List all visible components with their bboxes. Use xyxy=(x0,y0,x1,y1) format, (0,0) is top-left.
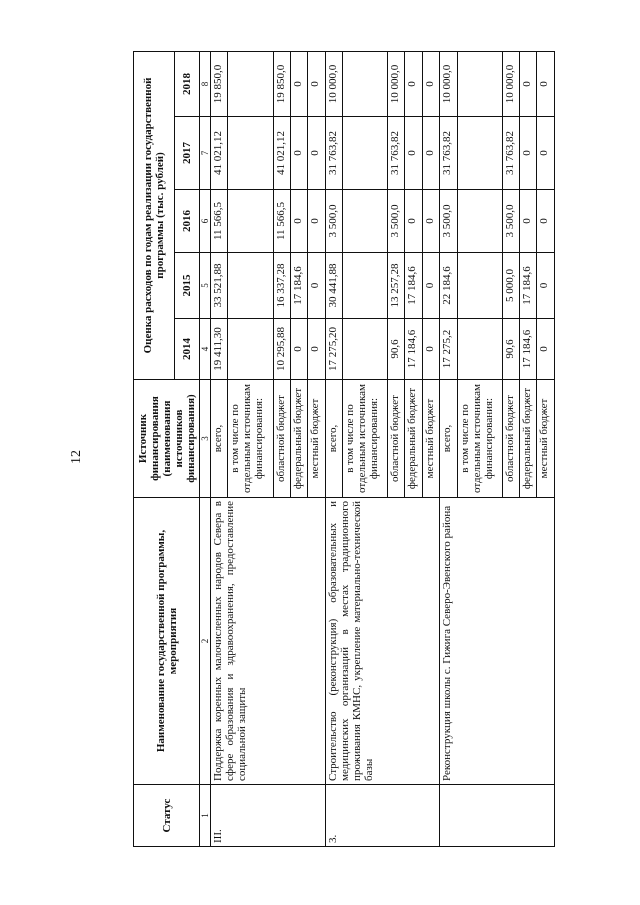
row-status: III. xyxy=(211,785,326,847)
row-value: 33 521,88 xyxy=(211,253,228,319)
row-value: 0 xyxy=(290,319,307,380)
row-value: 31 763,82 xyxy=(502,117,519,190)
row-value: 11 566,5 xyxy=(211,190,228,253)
row-value xyxy=(457,117,502,190)
row-value: 11 566,5 xyxy=(273,190,290,253)
row-value: 10 000,0 xyxy=(325,51,342,116)
header-estimate: Оценка расходов по годам реализации государственной программы (тыс. рублей) xyxy=(134,51,175,379)
row-value: 90,6 xyxy=(388,319,405,380)
row-value: 10 000,0 xyxy=(502,51,519,116)
row-value: 0 xyxy=(422,319,439,380)
row-value: 0 xyxy=(537,190,555,253)
row-value: 3 500,0 xyxy=(440,190,457,253)
row-value xyxy=(457,319,502,380)
row-value xyxy=(228,51,273,116)
row-source: всего, xyxy=(440,380,457,498)
row-value: 19 850,0 xyxy=(211,51,228,116)
row-source: федеральный бюджет xyxy=(290,380,307,498)
row-name: Строительство (реконструкция) образовательных и медицинских организаций в местах традиционного проживания КМНС, укрепление материально-технической базы xyxy=(325,498,440,785)
row-value: 0 xyxy=(308,51,325,116)
column-number: 5 xyxy=(200,253,211,319)
column-number: 8 xyxy=(200,51,211,116)
table-row xyxy=(211,51,228,846)
row-value: 41 021,12 xyxy=(211,117,228,190)
row-value: 0 xyxy=(308,117,325,190)
row-value: 17 184,6 xyxy=(405,319,422,380)
column-number: 4 xyxy=(200,319,211,380)
row-value xyxy=(342,51,387,116)
row-value: 10 000,0 xyxy=(440,51,457,116)
row-value xyxy=(228,319,273,380)
row-source: местный бюджет xyxy=(308,380,325,498)
row-value: 10 295,88 xyxy=(273,319,290,380)
row-value: 10 000,0 xyxy=(388,51,405,116)
row-value xyxy=(342,319,387,380)
header-name: Наименование государственной программы, мероприятия xyxy=(134,498,200,785)
row-value xyxy=(228,190,273,253)
rotated-table-container xyxy=(133,52,555,847)
table-frame xyxy=(133,52,555,847)
header-year: 2018 xyxy=(175,51,200,116)
row-value xyxy=(228,117,273,190)
column-number: 3 xyxy=(200,380,211,498)
row-value: 0 xyxy=(290,190,307,253)
row-value: 0 xyxy=(520,190,537,253)
table-row xyxy=(440,51,457,846)
row-value: 3 500,0 xyxy=(325,190,342,253)
row-value xyxy=(342,253,387,319)
header-status: Статус xyxy=(134,785,200,847)
row-value: 17 184,6 xyxy=(520,253,537,319)
row-source: областной бюджет xyxy=(273,380,290,498)
column-number: 1 xyxy=(200,785,211,847)
row-value: 22 184,6 xyxy=(440,253,457,319)
row-source: областной бюджет xyxy=(388,380,405,498)
row-value: 17 184,6 xyxy=(405,253,422,319)
column-number: 6 xyxy=(200,190,211,253)
header-year: 2017 xyxy=(175,117,200,190)
row-value: 0 xyxy=(290,51,307,116)
row-value: 0 xyxy=(422,190,439,253)
budget-table xyxy=(133,51,555,847)
row-value: 19 850,0 xyxy=(273,51,290,116)
row-value: 30 441,88 xyxy=(325,253,342,319)
page-number: 12 xyxy=(69,450,84,464)
row-value: 0 xyxy=(290,117,307,190)
row-value xyxy=(228,253,273,319)
row-value: 0 xyxy=(537,253,555,319)
row-status: 3. xyxy=(325,785,440,847)
row-source: всего, xyxy=(325,380,342,498)
row-value: 17 275,20 xyxy=(325,319,342,380)
row-value: 19 411,30 xyxy=(211,319,228,380)
row-value: 0 xyxy=(405,117,422,190)
row-value: 0 xyxy=(405,51,422,116)
row-source: в том числе по отдельным источникам финансирования: xyxy=(228,380,273,498)
row-value: 0 xyxy=(308,253,325,319)
row-value xyxy=(342,190,387,253)
row-value: 17 184,6 xyxy=(290,253,307,319)
row-value: 31 763,82 xyxy=(440,117,457,190)
row-source: местный бюджет xyxy=(537,380,555,498)
row-value xyxy=(457,253,502,319)
row-value: 41 021,12 xyxy=(273,117,290,190)
row-value: 0 xyxy=(308,319,325,380)
row-value: 0 xyxy=(422,117,439,190)
row-value: 0 xyxy=(520,117,537,190)
column-number: 2 xyxy=(200,498,211,785)
row-status xyxy=(440,785,555,847)
table-row xyxy=(325,51,342,846)
row-value: 0 xyxy=(537,51,555,116)
row-source: местный бюджет xyxy=(422,380,439,498)
header-year: 2014 xyxy=(175,319,200,380)
row-value: 90,6 xyxy=(502,319,519,380)
row-value: 16 337,28 xyxy=(273,253,290,319)
row-name: Поддержка коренных малочисленных народов Севера в сфере образования и здравоохранения, предоставление социальной защиты xyxy=(211,498,326,785)
row-source: всего, xyxy=(211,380,228,498)
row-value: 0 xyxy=(422,51,439,116)
header-year: 2015 xyxy=(175,253,200,319)
row-value: 3 500,0 xyxy=(388,190,405,253)
row-value: 31 763,82 xyxy=(388,117,405,190)
column-number: 7 xyxy=(200,117,211,190)
header-year: 2016 xyxy=(175,190,200,253)
row-source: областной бюджет xyxy=(502,380,519,498)
row-source: федеральный бюджет xyxy=(405,380,422,498)
row-value: 0 xyxy=(537,117,555,190)
row-value: 17 184,6 xyxy=(520,319,537,380)
header-source: Источник финансирования (наименования источников финансирования) xyxy=(134,380,200,498)
row-value xyxy=(457,190,502,253)
row-value: 17 275,2 xyxy=(440,319,457,380)
row-value: 0 xyxy=(308,190,325,253)
row-value xyxy=(457,51,502,116)
row-source: в том числе по отдельным источникам финансирования: xyxy=(457,380,502,498)
row-value: 0 xyxy=(422,253,439,319)
row-value: 13 257,28 xyxy=(388,253,405,319)
row-value: 31 763,82 xyxy=(325,117,342,190)
row-source: федеральный бюджет xyxy=(520,380,537,498)
row-value: 5 000,0 xyxy=(502,253,519,319)
row-value: 0 xyxy=(520,51,537,116)
row-value xyxy=(342,117,387,190)
row-value: 0 xyxy=(537,319,555,380)
row-value: 0 xyxy=(405,190,422,253)
row-name: Реконструкция школы с. Гижига Северо-Эвенского района xyxy=(440,498,555,785)
row-value: 3 500,0 xyxy=(502,190,519,253)
row-source: в том числе по отдельным источникам финансирования: xyxy=(342,380,387,498)
